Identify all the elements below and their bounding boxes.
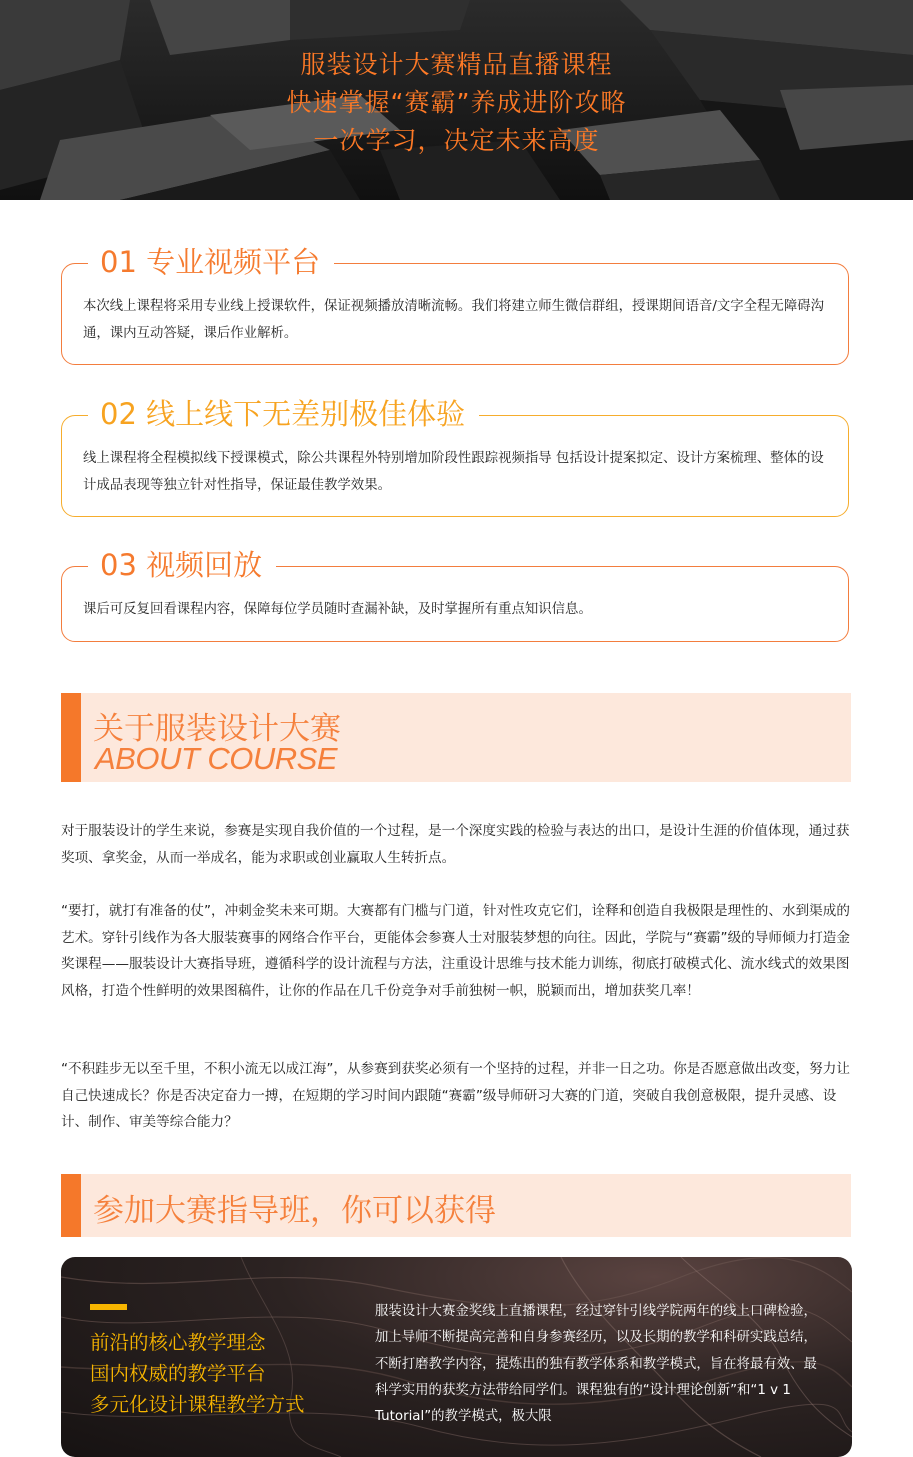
- feature-body: 本次线上课程将采用专业线上授课软件，保证视频播放清晰流畅。我们将建立师生微信群组，授课期间语音/文字全程无障碍沟通，课内互动答疑，课后作业解析。: [83, 299, 824, 341]
- feature-box-video-platform: [61, 245, 849, 365]
- feature-box-replay: [61, 548, 849, 642]
- hero-line-2: 快速掌握“赛霸”养成进阶攻略: [286, 88, 627, 117]
- slogan-item: 前沿的核心教学理念: [90, 1331, 266, 1354]
- benefit-slogans: [90, 1327, 305, 1420]
- feature-title: 01 专业视频平台: [88, 240, 334, 284]
- benefits-title: 参加大赛指导班，你可以获得: [93, 1193, 496, 1229]
- hero-line-1: 服装设计大赛精品直播课程: [300, 50, 613, 79]
- hero-line-3: 一次学习，决定未来高度: [313, 126, 600, 155]
- feature-title: 03 视频回放: [88, 543, 276, 587]
- about-paragraph-3: “不积跬步无以至千里，不积小流无以成江海”，从参赛到获奖必须有一个坚持的过程，并非一日之功。你是否愿意做出改变，努力让自己快速成长？你是否决定奋力一搏，在短期的学习时间内跟随“赛霸”级导师研习大赛的门道，突破自我创意极限，提升灵感、设计、制作、审美等综合能力？: [61, 1061, 850, 1130]
- slogan-item: 国内权威的教学平台: [90, 1362, 266, 1385]
- feature-title: 02 线上线下无差别极佳体验: [88, 392, 479, 436]
- header-accent-bar: [61, 1174, 81, 1237]
- feature-body: 线上课程将全程模拟线下授课模式，除公共课程外特别增加阶段性跟踪视频指导 包括设计提案拟定、设计方案梳理、整体的设计成品表现等独立针对性指导，保证最佳教学效果。: [83, 451, 824, 493]
- benefits-card: [61, 1257, 852, 1457]
- feature-body: 课后可反复回看课程内容，保障每位学员随时查漏补缺，及时掌握所有重点知识信息。: [83, 602, 592, 617]
- feature-box-online-offline: [61, 397, 849, 517]
- header-accent-bar: [61, 693, 81, 782]
- about-section-header: [61, 693, 851, 782]
- hero-headline: [0, 46, 913, 160]
- about-paragraph-1: 对于服装设计的学生来说，参赛是实现自我价值的一个过程，是一个深度实践的检验与表达的出口，是设计生涯的价值体现，通过获奖项、拿奖金，从而一举成名，能为求职或创业赢取人生转折点。: [61, 823, 850, 866]
- about-paragraph-2: “要打，就打有准备的仗”，冲刺金奖未来可期。大赛都有门槛与门道，针对性攻克它们，诠释和创造自我极限是理性的、水到渠成的艺术。穿针引线作为各大服装赛事的网络合作平台，更能体会参赛人士对服装梦想的向往。因此，学院与“赛霸”级的导师倾力打造金奖课程——服装设计大赛指导班，遵循科学的设计流程与方法，注重设计思维与技术能力训练，彻底打破模式化、流水线式的效果图风格，打造个性鲜明的效果图稿件，让你的作品在几千份竞争对手前独树一帜，脱颖而出，增加获奖几率！: [61, 903, 850, 999]
- hero-banner: [0, 0, 913, 200]
- benefits-section-header: [61, 1174, 851, 1237]
- slogan-item: 多元化设计课程教学方式: [90, 1393, 305, 1416]
- slogan-accent-bar: [90, 1304, 127, 1310]
- about-title-en: ABOUT COURSE: [95, 741, 338, 776]
- benefits-description: 服装设计大赛金奖线上直播课程，经过穿针引线学院两年的线上口碑检验，加上导师不断提高完善和自身参赛经历，以及长期的教学和科研实践总结，不断打磨教学内容，提炼出的独有教学体系和教学模式，旨在将最有效、最科学实用的获奖方法带给同学们。课程独有的“设计理论创新”和“1 v 1 Tutorial”的教学模式，极大限: [375, 1304, 817, 1425]
- about-title-cn: 关于服装设计大赛: [93, 711, 341, 747]
